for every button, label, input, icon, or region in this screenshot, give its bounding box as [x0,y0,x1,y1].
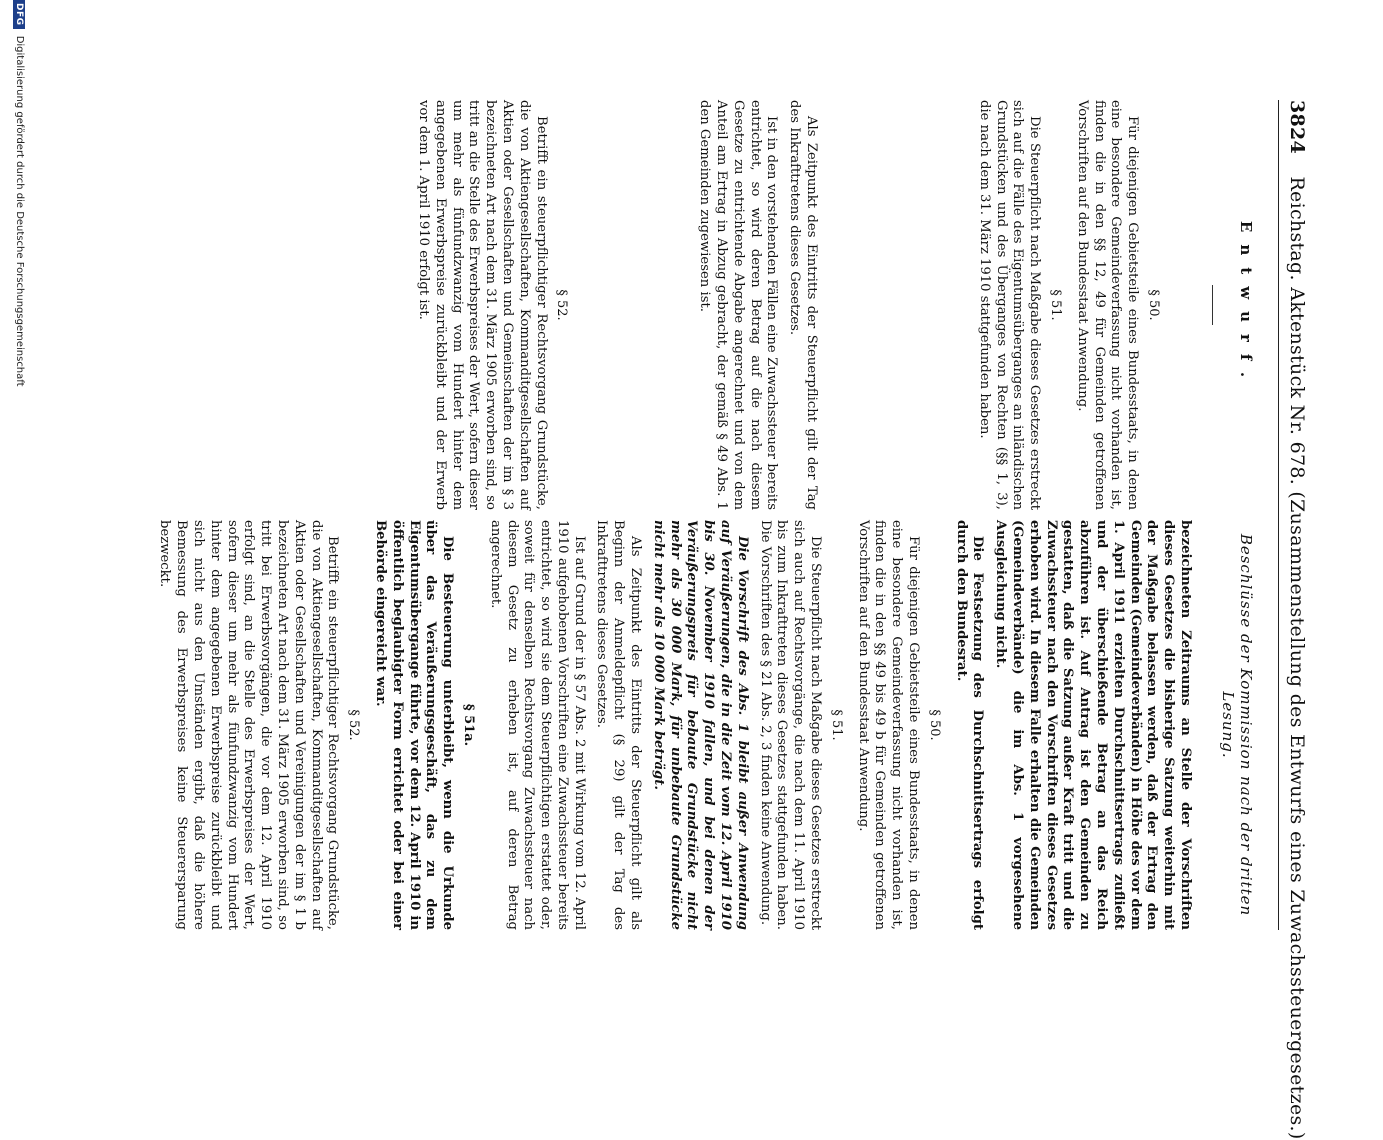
right-section-51-paragraph-2: Die Vorschrift des Abs. 1 bleibt außer Anwendung auf Veräußerungen, die in die Zeit vom 12. April 1910 bis 30. November 1910 fallen, und bei denen der Veräußerungspreis für bebaute Grundstücke nicht mehr als 30 000 Mark, für unbebaute Grundstücke nicht mehr als 10 000 Mark beträgt. [650,520,750,930]
left-section-51-paragraph-2: Als Zeitpunkt des Eintritts der Steuerpflicht gilt der Tag des Inkrafttretens dieses Gesetzes. [787,100,820,510]
right-column-beschluesse [150,520,1193,930]
left-section-51-title: § 51. [1048,289,1064,321]
left-section-52-text: Betrifft ein steuerpflichtiger Rechtsvorgang Grundstücke, die von Aktiengesellschaften, Kommanditgesellschaften auf Aktien oder Gesellschaften und Gemeinschaften der im § 3 bezeichneten Art nach dem 31. März 1905 erworben sind, so tritt an die Stelle des Erwerbspreises der Wert, sofern dieser um mehr als fünfundzwanzig vom Hundert hinter dem angegebenen Erwerbspreise zurückbleibt und der Erwerb vor dem 1. April 1910 erfolgt ist. [416,100,549,510]
right-intro-text-2: Die Festsetzung des Durchschnittsertrags erfolgt durch den Bundesrat. [953,520,986,930]
credit-text: Digitalisierung gefördert durch die Deutsche Forschungsgemeinschaft [14,35,25,387]
right-section-52-title: § 52. [346,709,362,741]
header-rule [1278,100,1279,930]
right-section-51-paragraph-4: Ist auf Grund der in § 57 Abs. 2 mit Wirkung vom 12. April 1910 aufgehobenen Vorschriften eine Zuwachssteuer bereits entrichtet, so wird sie dem Steuerpflichtigen erstattet oder, soweit für denselben Rechtsvorgang Zuwachssteuer nach diesem Gesetz zu erheben ist, auf deren Betrag angerechnet. [487,520,587,930]
left-column-entwurf [408,100,1193,510]
document-title: Reichstag. Aktenstück Nr. 678. (Zusammenstellung des Entwurfs eines Zuwachssteuergesetzes.) [1286,176,1308,1140]
right-section-51-paragraph-3: Als Zeitpunkt des Eintritts der Steuerpflicht gilt als Beginn der Anmeldepflicht (§ 29) gilt der Tag des Inkrafttretens dieses Gesetzes. [594,520,644,930]
dfg-logo: DFG [13,0,25,29]
page-header [1286,100,1308,1140]
right-section-51a-title: § 51a. [460,703,476,747]
left-column-heading: Entwurf. [1237,220,1255,390]
right-intro-text: bezeichneten Zeitraums an Stelle der Vorschriften dieses Gesetzes die bisherige Satzung weiterhin mit der Maßgabe belassen werden, daß der Ertrag den Gemeinden (Gemeindeverbänden) in Höhe des vor dem 1. April 1911 erzielten Durchschnittsertrags zufließt und der überschießende Betrag an das Reich abzuführen ist. Auf Antrag ist den Gemeinden zu gestatten, daß die Satzung außer Kraft tritt und die Zuwachssteuer nach den Vorschriften dieses Gesetzes erhoben wird. In diesem Falle erhalten die Gemeinden (Gemeindeverbände) die im Abs. 1 vorgesehene Ausgleichung nicht. [993,520,1193,930]
right-section-52-text: Betrifft ein steuerpflichtiger Rechtsvorgang Grundstücke, die von Aktiengesellschaften, Kommanditgesellschaften auf Aktien oder Gesellschaften und Vereinigungen der im § 1 b bezeichneten Art nach dem 31. März 1905 erworben sind, so tritt bei Erwerbsvorgängen, die vor dem 12. April 1910 erfolgt sind, an die Stelle des Erwerbspreises der Wert, sofern dieser um mehr als fünfundzwanzig vom Hundert hinter dem angegebenen Erwerbspreise zurückbleibt und sich nicht aus den Umständen ergibt, daß die höhere Bemessung des Erwerbspreises keine Steuerersparung bezweckt. [157,520,341,930]
right-column-heading: Beschlüsse der Kommission nach der dritten Lesung. [1219,533,1255,917]
left-section-50-text: Für diejenigen Gebietsteile eines Bundesstaats, in denen eine besondere Gemeindeverfassung nicht vorhanden ist, finden die in den §§ 12, 49 für Gemeinden getroffenen Vorschriften auf den Bundesstaat Anwendung. [1074,100,1141,510]
right-section-50-text: Für diejenigen Gebietsteile eines Bundesstaats, in denen eine besondere Gemeindeverfassung nicht vorhanden ist, finden die in den §§ 49 bis 49 b für Gemeinden getroffenen Vorschriften auf den Bundesstaat Anwendung. [855,520,922,930]
right-section-51a-text: Die Besteuerung unterbleibt, wenn die Urkunde über das Veräußerungsgeschäft, das zu dem Eigentumsübergange führte, vor dem 12. April 1910 in öffentlich beglaubigter Form errichtet oder bei einer Behörde eingereicht war. [372,520,456,930]
left-section-50-title: § 50. [1146,289,1161,321]
left-section-52-title: § 52. [554,289,570,321]
page-number: 3824 [1286,100,1308,155]
right-section-51-title: § 51. [828,709,844,741]
left-section-51-paragraph-3: Ist in den vorstehenden Fällen eine Zuwachssteuer bereits entrichtet, so wird deren Betrag auf die nach diesem Gesetze zu entrichtende Abgabe angerechnet und von dem Anteil am Ertrag in Abzug gebracht, der gemäß § 49 Abs. 1 den Gemeinden zugewiesen ist. [697,100,780,510]
digitization-credit [13,0,25,1000]
left-heading-rule [1212,285,1213,325]
left-section-51-text: Die Steuerpflicht nach Maßgabe dieses Gesetzes erstreckt sich auf die Fälle des Eigentumsüberganges an inländischen Grundstücken und des Überganges von Rechten (§§ 1, 3), die nach dem 31. März 1910 stattgefunden haben. [976,100,1043,510]
right-section-51-text: Die Steuerpflicht nach Maßgabe dieses Gesetzes erstreckt sich auch auf Rechtsvorgänge, die nach dem 11. April 1910 bis zum Inkrafttreten dieses Gesetzes stattgefunden haben. Die Vorschriften des § 21 Abs. 2, 3 finden keine Anwendung. [757,520,824,930]
right-section-50-title: § 50. [926,709,942,741]
